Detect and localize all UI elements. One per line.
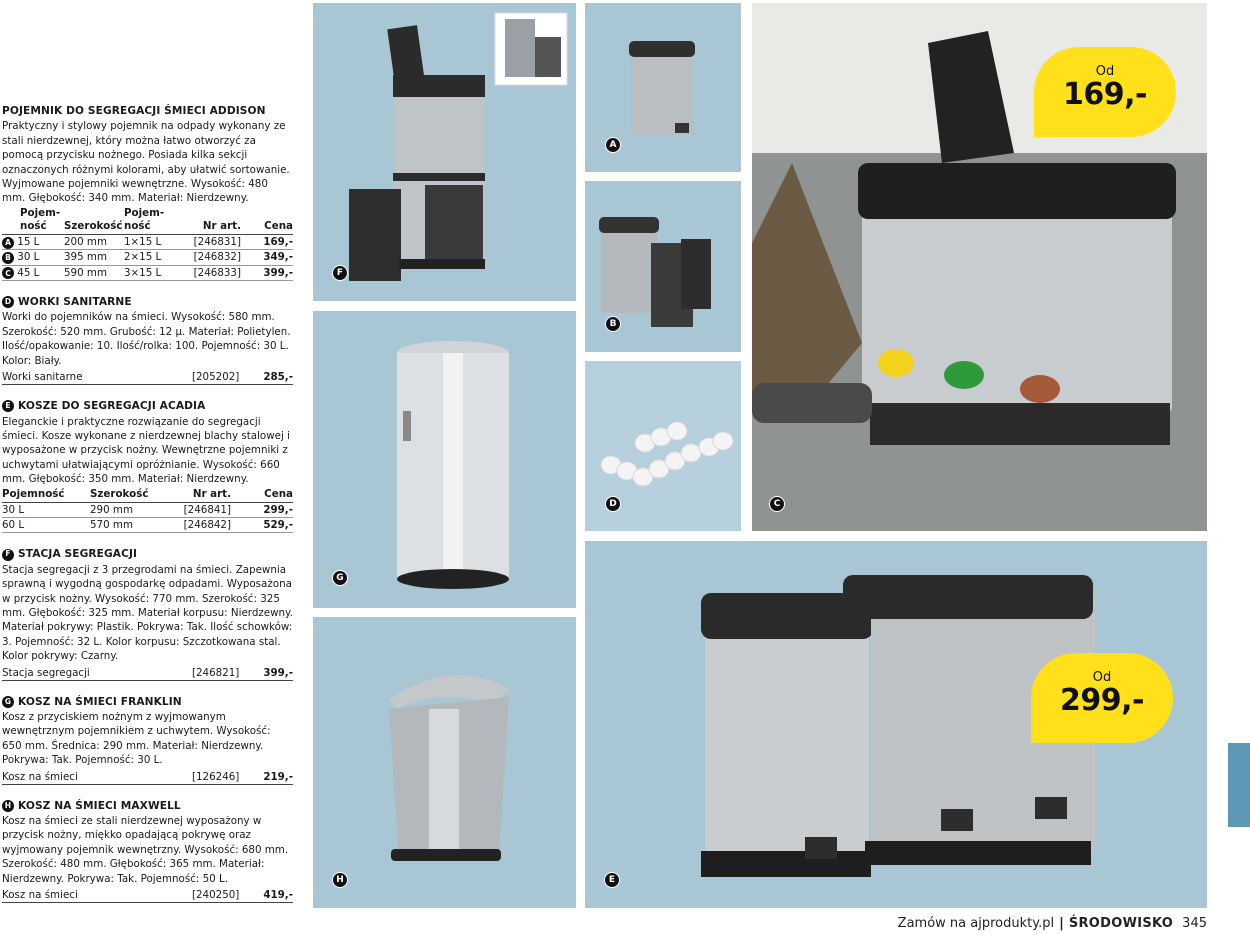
photo-pojemnik-c — [752, 3, 1207, 531]
addison-spec-table — [2, 207, 293, 281]
section-description: Stacja segregacji z 3 przegrodami na śmieci. Zapewnia sprawną i wygodną gospodarkę odpadami. Wyposażona w przycisk nożny. Wysokość: 770 mm. Szerokość: 325 mm. Głębokość: 325 mm. Materiał korpusu: Nierdzewny. Materiał pokrywy: Plastik. Pokrywa: Tak. Ilość schowków: 3. Pojemność: 32 L. Kolor korpusu: Szczotkowana stal. Kolor pokrywy: Czarny. — [2, 563, 293, 663]
tile-label-h: H — [332, 872, 348, 888]
section-description: Eleganckie i praktyczne rozwiązanie do segregacji śmieci. Kosze wykonane z nierdzewnej blachy stalowej i wyposażone w przycisk nożny. Wewnętrzne pojemniki z uchwytami ułatwiającymi opróżnianie. Wysokość: 660 mm. Głębokość: 350 mm. Materiał: Nierdzewny. — [2, 415, 290, 486]
price: 219,- — [263, 770, 293, 783]
table-row: 30 L 290 mm [246841] 299,- — [2, 503, 293, 516]
price: 399,- — [263, 666, 293, 679]
price: 299,- — [231, 502, 293, 517]
price: 285,- — [263, 371, 293, 384]
price-bubble-c: Od 169,- — [1034, 47, 1176, 137]
photo-pojemnik-b — [585, 181, 741, 352]
oval-bin-illustration — [313, 617, 576, 908]
section-stacja — [2, 547, 293, 680]
section-title: E KOSZE DO SEGREGACJI ACADIA — [2, 399, 293, 413]
photo-kosze-acadia — [585, 541, 1207, 908]
col-header: Cena — [231, 488, 293, 503]
price-row: Stacja segregacji [246821] 399,- — [2, 664, 293, 681]
photo-worki-sanitarne — [585, 361, 741, 531]
acadia-spec-table — [2, 488, 293, 534]
col-header: Cena — [241, 207, 293, 235]
section-title: G KOSZ NA ŚMIECI FRANKLIN — [2, 695, 293, 709]
bubble-price: 169,- — [1063, 77, 1147, 112]
section-title: POJEMNIK DO SEGREGACJI ŚMIECI ADDISON — [2, 105, 266, 117]
footer-separator: | — [1059, 915, 1064, 931]
section-title: D WORKI SANITARNE — [2, 295, 293, 309]
section-worki — [2, 295, 293, 385]
col-header: Pojem-ność — [2, 207, 64, 235]
price: 419,- — [263, 889, 293, 902]
price-bubble-e: Od 299,- — [1031, 653, 1173, 743]
variant-badge: C — [2, 267, 14, 279]
section-description: Kosz z przyciskiem nożnym z wyjmowanym wewnętrznym pojemnikiem z uchwytem. Wysokość: 650 mm. Średnica: 290 mm. Materiał: Nierdzewny. Pokrywa: Tak. Pojemność: 30 L. — [2, 711, 271, 767]
bubble-price: 299,- — [1060, 683, 1144, 718]
table-row: C 45 L 590 mm 3×15 L [246833] 399,- — [2, 265, 293, 280]
price-row: Kosz na śmieci [126246] 219,- — [2, 768, 293, 785]
price: 529,- — [231, 517, 293, 532]
price-row: Kosz na śmieci [240250] 419,- — [2, 886, 293, 903]
sorting-station-illustration — [313, 3, 576, 301]
section-tab-marker — [1228, 743, 1250, 827]
photo-kosz-franklin — [313, 311, 576, 608]
tile-label-g: G — [332, 570, 348, 586]
section-badge: G — [2, 696, 14, 708]
photo-kosz-maxwell — [313, 617, 576, 908]
section-acadia — [2, 399, 293, 533]
section-badge: H — [2, 800, 14, 812]
price: 349,- — [241, 250, 293, 265]
section-title: F STACJA SEGREGACJI — [2, 547, 293, 561]
col-header: Szerokość — [90, 488, 170, 503]
table-row: A 15 L 200 mm 1×15 L [246831] 169,- — [2, 234, 293, 249]
tile-label-f: F — [332, 265, 348, 281]
table-row: 60 L 570 mm [246842] 529,- — [2, 518, 293, 531]
category-name: ŚRODOWISKO — [1068, 915, 1174, 931]
section-maxwell — [2, 799, 293, 903]
col-header: Pojemność — [2, 488, 90, 503]
col-header: Pojem-ność — [124, 207, 172, 235]
tile-label-a: A — [605, 137, 621, 153]
product-text-column — [2, 104, 293, 912]
round-bin-illustration — [313, 311, 576, 608]
page-number: 345 — [1182, 915, 1207, 931]
col-header: Nr art. — [170, 488, 231, 503]
section-franklin — [2, 695, 293, 785]
section-title: H KOSZ NA ŚMIECI MAXWELL — [2, 799, 293, 813]
table-row: B 30 L 395 mm 2×15 L [246832] 349,- — [2, 250, 293, 265]
section-badge: E — [2, 400, 14, 412]
tile-label-c: C — [769, 496, 785, 512]
price: 169,- — [241, 234, 293, 249]
page-footer — [898, 908, 1207, 938]
price: 399,- — [241, 265, 293, 280]
variant-badge: B — [2, 252, 14, 264]
section-description: Worki do pojemników na śmieci. Wysokość: 580 mm. Szerokość: 520 mm. Grubość: 12 µ. Materiał: Polietylen. Ilość/opakowanie: 10. Ilość/rolka: 100. Pojemność: 30 L. Kolor: Biały. — [2, 311, 291, 367]
tile-label-b: B — [605, 316, 621, 332]
section-description: Kosz na śmieci ze stali nierdzewnej wyposażony w przycisk nożny, miękko opadającą pokrywę oraz wyjmowany pojemnik wewnętrzny. Wysokość: 680 mm. Szerokość: 480 mm. Głębokość: 365 mm. Materiał: Nierdzewny. Pokrywa: Tak. Pojemność: 50 L. — [2, 815, 289, 885]
col-header: Szerokość — [64, 207, 124, 235]
photo-pojemnik-a — [585, 3, 741, 172]
order-link-text[interactable]: Zamów na ajprodukty.pl — [897, 915, 1055, 931]
tile-label-d: D — [605, 496, 621, 512]
section-addison — [2, 104, 293, 281]
section-badge: F — [2, 549, 14, 561]
section-description: Praktyczny i stylowy pojemnik na odpady wykonany ze stali nierdzewnej, który można łatwo otworzyć za pomocą przycisku nożnego. Posiada kilka sekcji oznaczonych różnymi kolorami, aby ułatwić sortowanie. Wyjmowane pojemniki wewnętrzne. Wysokość: 480 mm. Głębokość: 340 mm. Materiał: Nierdzewny. — [2, 120, 290, 205]
col-header: Nr art. — [172, 207, 241, 235]
photo-stacja-segregacji — [313, 3, 576, 301]
price-row: Worki sanitarne [205202] 285,- — [2, 368, 293, 385]
section-badge: D — [2, 296, 14, 308]
tile-label-e: E — [604, 872, 620, 888]
variant-badge: A — [2, 237, 14, 249]
